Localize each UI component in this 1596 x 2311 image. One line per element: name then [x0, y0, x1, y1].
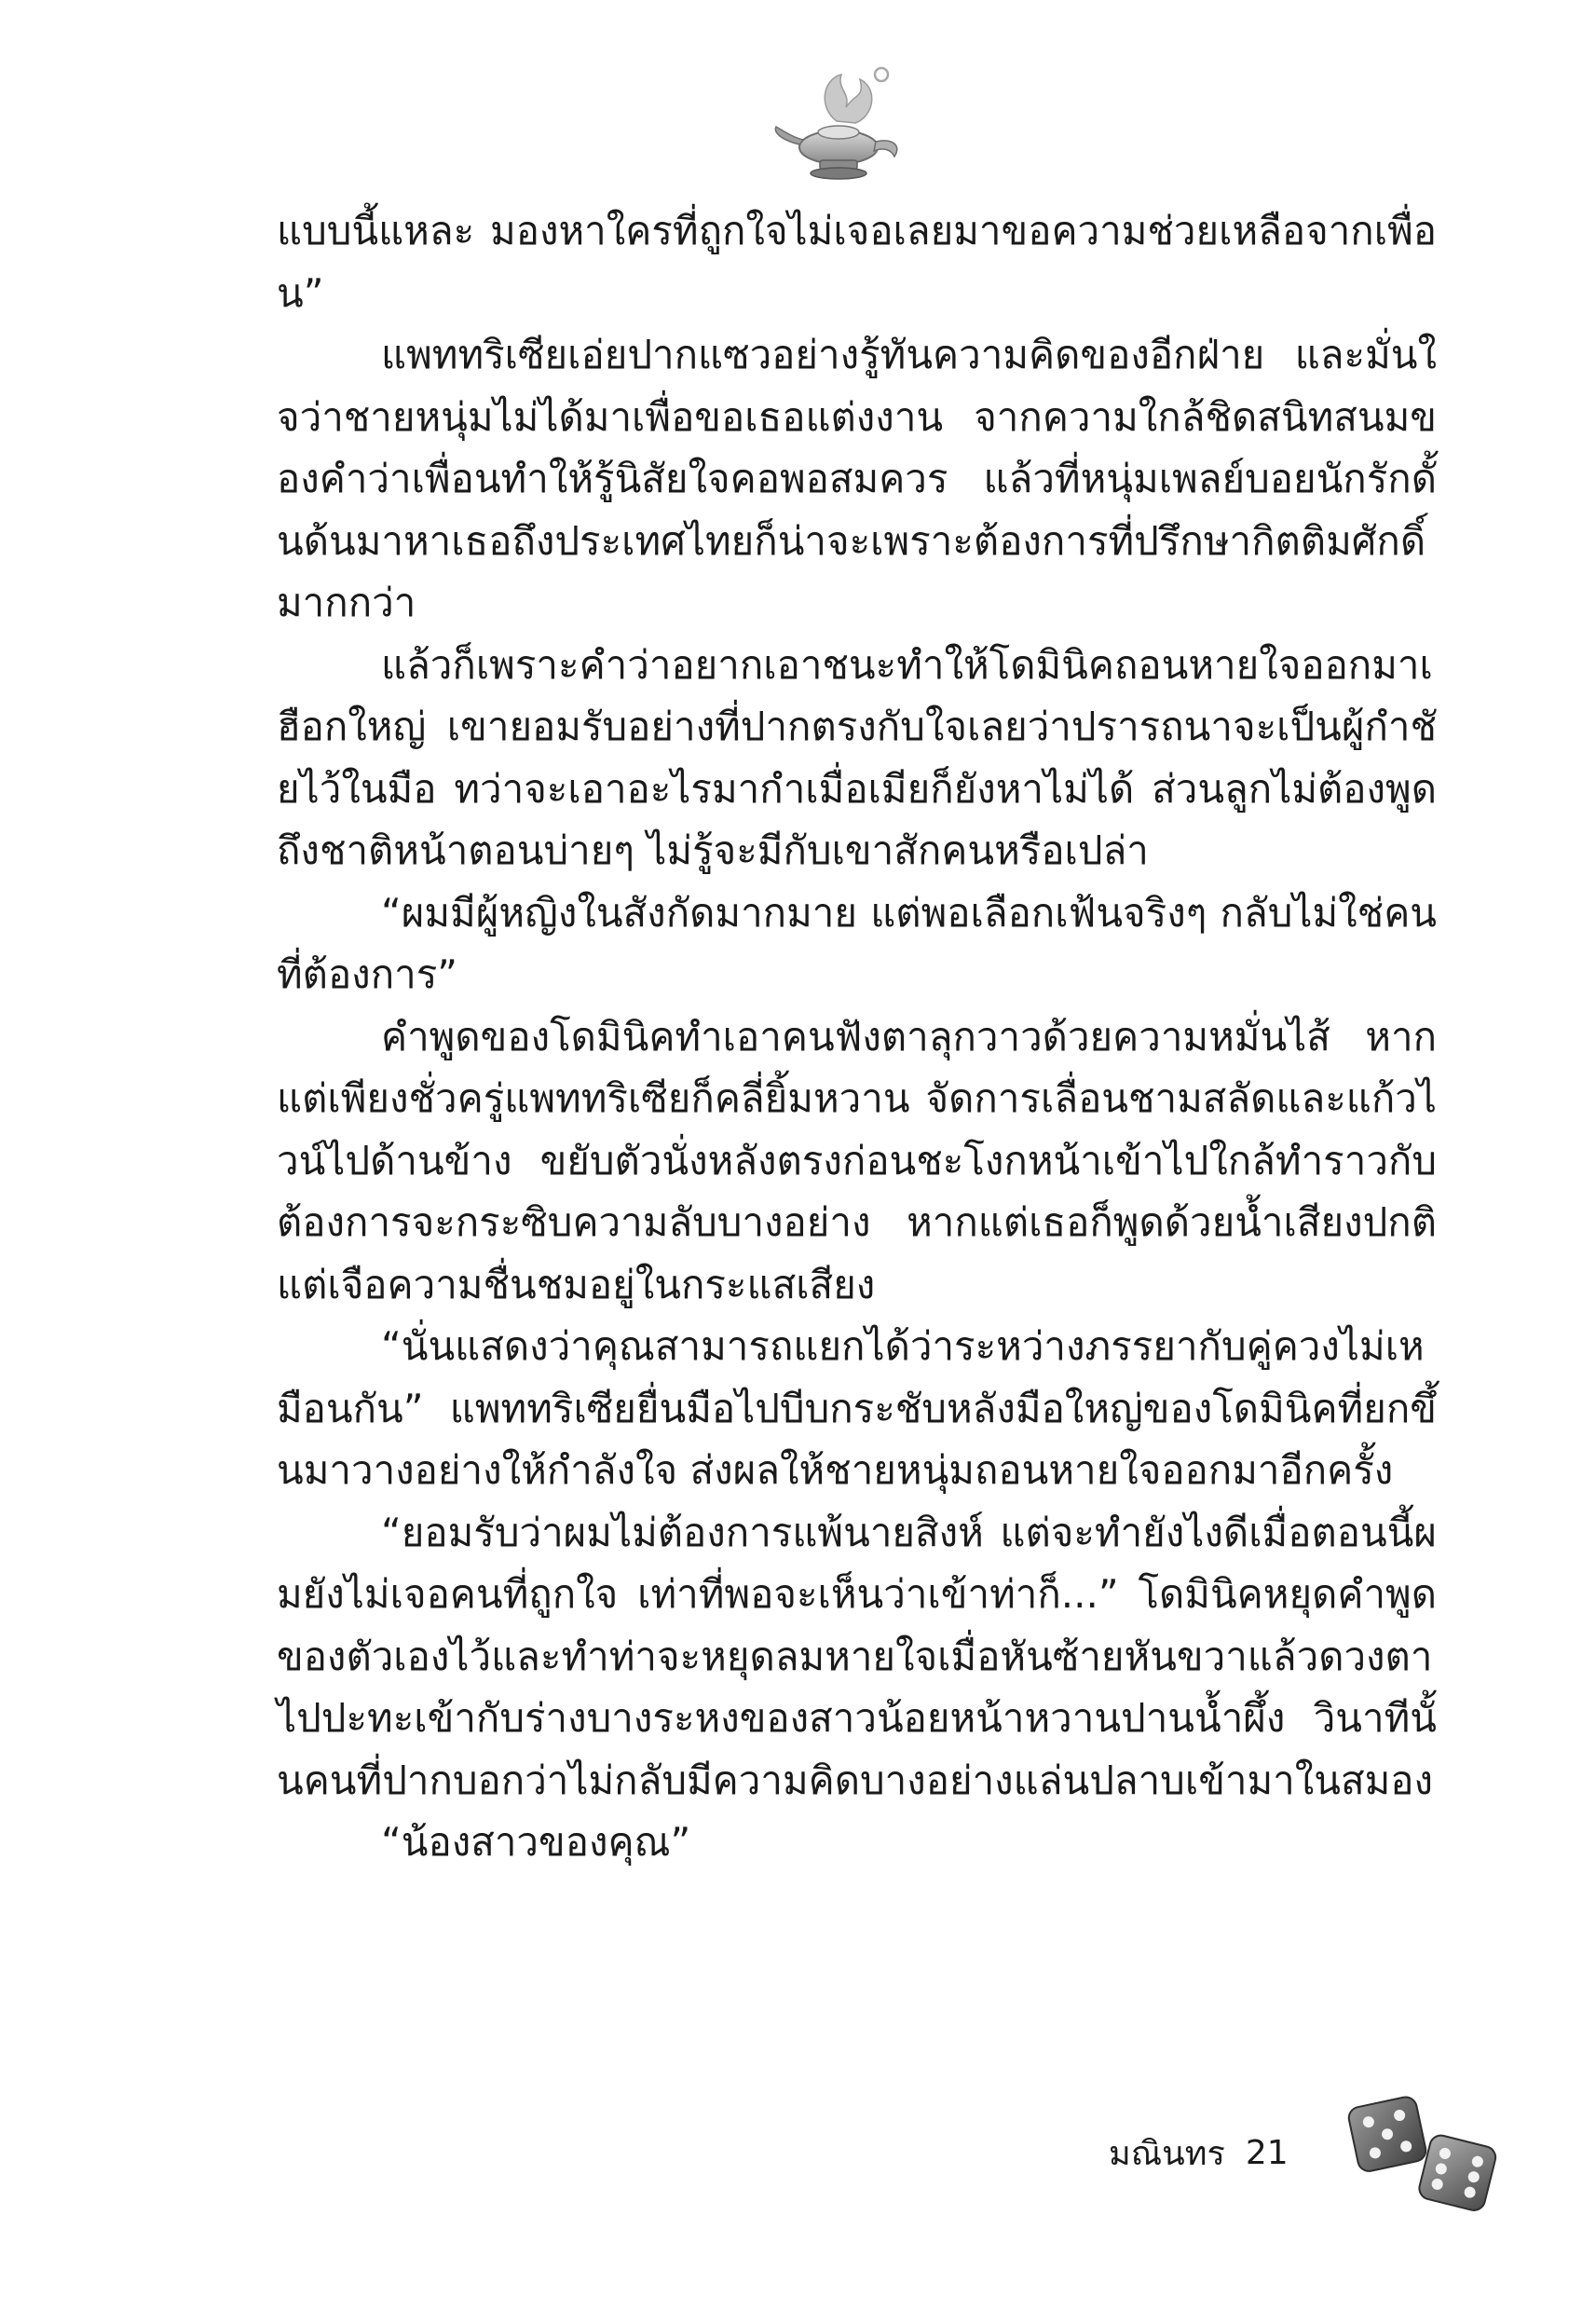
- paragraph: แล้วก็เพราะคำว่าอยากเอาชนะทำให้โดมินิคถอนหายใจออกมาเฮือกใหญ่ เขายอมรับอย่างที่ปากตรงกับใจเลยว่าปรารถนาจะเป็นผู้กำชัยไว้ในมือ ทว่าจะเอาอะไรมากำเมื่อเมียก็ยังหาไม่ได้ ส่วนลูกไม่ต้องพูดถึงชาติหน้าตอนบ่ายๆ ไม่รู้จะมีกับเขาสักคนหรือเปล่า: [277, 641, 1437, 873]
- paragraph: คำพูดของโดมินิคทำเอาคนฟังตาลุกวาวด้วยความหมั่นไส้ หากแต่เพียงชั่วครู่แพททริเซียก็คลี่ยิ้มหวาน จัดการเลื่อนชามสลัดและแก้วไวน์ไปด้านข้าง ขยับตัวนั่งหลังตรงก่อนชะโงกหน้าเข้าไปใกล้ทำราวกับต้องการจะกระซิบความลับบางอย่าง หากแต่เธอก็พูดด้วยน้ำเสียงปกติแต่เจือความชื่นชมอยู่ในกระแสเสียง: [277, 1013, 1437, 1307]
- genie-lamp-icon: [771, 56, 911, 186]
- book-title: มณินทร: [1109, 2134, 1225, 2173]
- page-footer: [1109, 2125, 1289, 2181]
- page-number: 21: [1245, 2133, 1289, 2172]
- paragraph: แบบนี้แหละ มองหาใครที่ถูกใจไม่เจอเลยมาขอความช่วยเหลือจากเพื่อน”: [277, 208, 1437, 316]
- body-text: [277, 200, 1437, 1874]
- paragraph: แพททริเซียเอ่ยปากแซวอย่างรู้ทันความคิดของอีกฝ่าย และมั่นใจว่าชายหนุ่มไม่ได้มาเพื่อขอเธอแต่งงาน จากความใกล้ชิดสนิทสนมของคำว่าเพื่อนทำให้รู้นิสัยใจคอพอสมควร แล้วที่หนุ่มเพลย์บอยนักรักดั้นด้นมาหาเธอถึงประเทศไทยก็น่าจะเพราะต้องการที่ปรึกษากิตติมศักดิ์มากกว่า: [277, 332, 1437, 625]
- paragraph: “นั่นแสดงว่าคุณสามารถแยกได้ว่าระหว่างภรรยากับคู่ควงไม่เหมือนกัน” แพททริเซียยื่นมือไปบีบกระชับหลังมือใหญ่ของโดมินิคที่ยกขึ้นมาวางอย่างให้กำลังใจ ส่งผลให้ชายหนุ่มถอนหายใจออกมาอีกครั้ง: [277, 1323, 1437, 1493]
- paragraph: “ยอมรับว่าผมไม่ต้องการแพ้นายสิงห์ แต่จะทำยังไงดีเมื่อตอนนี้ผมยังไม่เจอคนที่ถูกใจ เท่าที่พอจะเห็นว่าเข้าท่าก็...” โดมินิคหยุดคำพูดของตัวเองไว้และทำท่าจะหยุดลมหายใจเมื่อหันซ้ายหันขวาแล้วดวงตาไปปะทะเข้ากับร่างบางระหงของสาวน้อยหน้าหวานปานน้ำผึ้ง วินาทีนั้นคนที่ปากบอกว่าไม่กลับมีความคิดบางอย่างแล่นปลาบเข้ามาในสมอง: [277, 1509, 1437, 1803]
- paragraph: “น้องสาวของคุณ”: [381, 1819, 691, 1865]
- dice-icon: [1342, 2092, 1500, 2213]
- paragraph: “ผมมีผู้หญิงในสังกัดมากมาย แต่พอเลือกเฟ้นจริงๆ กลับไม่ใช่คนที่ต้องการ”: [277, 889, 1437, 997]
